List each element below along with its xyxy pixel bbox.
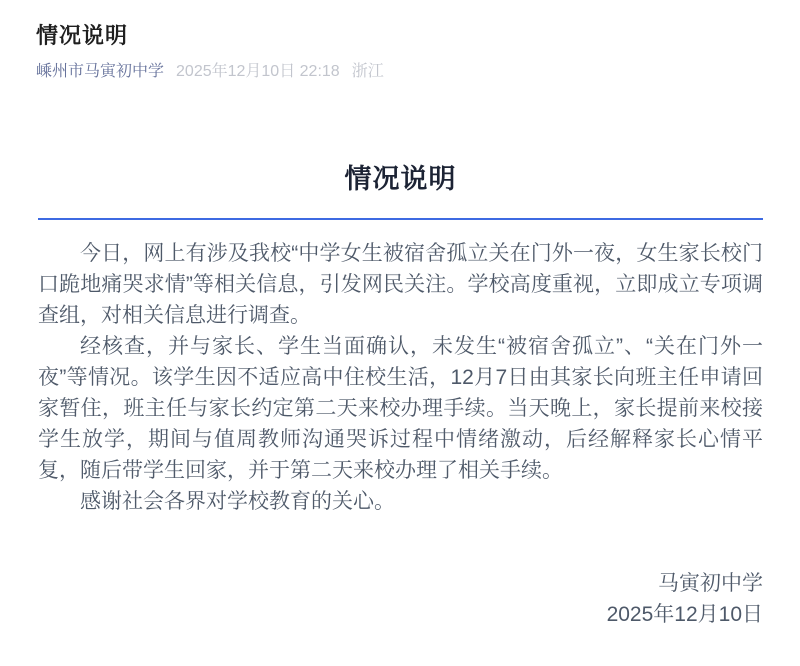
article-body xyxy=(38,238,763,517)
page-header xyxy=(0,0,800,83)
article xyxy=(0,161,800,630)
article-title: 情况说明 xyxy=(344,164,457,194)
article-paragraph-1: 今日，网上有涉及我校“中学女生被宿舍孤立关在门外一夜，女生家长校门口跪地痛哭求情”等相关信息，引发网民关注。学校高度重视，立即成立专项调查组，对相关信息进行调查。 xyxy=(38,242,763,327)
byline xyxy=(36,61,763,83)
source-name[interactable]: 嵊州市马寅初中学 xyxy=(36,63,165,80)
signature-block xyxy=(38,568,763,630)
title-divider xyxy=(38,218,763,220)
signature-date: 2025年12月10日 xyxy=(606,603,763,626)
publish-datetime: 2025年12月10日 22:18 xyxy=(176,63,340,80)
article-paragraph-2: 经核查，并与家长、学生当面确认，未发生“被宿舍孤立”、“关在门外一夜”等情况。该学生因不适应高中住校生活，12月7日由其家长向班主任申请回家暂住，班主任与家长约定第二天来校办理手续。当天晚上，家长提前来校接学生放学，期间与值周教师沟通哭诉过程中情绪激动，后经解释家长心情平复，随后带学生回家，并于第二天来校办理了相关手续。 xyxy=(38,335,763,482)
publish-location: 浙江 xyxy=(351,63,384,80)
signature-name: 马寅初中学 xyxy=(658,572,763,595)
page-title: 情况说明 xyxy=(36,23,129,48)
article-paragraph-3: 感谢社会各界对学校教育的关心。 xyxy=(80,490,395,513)
